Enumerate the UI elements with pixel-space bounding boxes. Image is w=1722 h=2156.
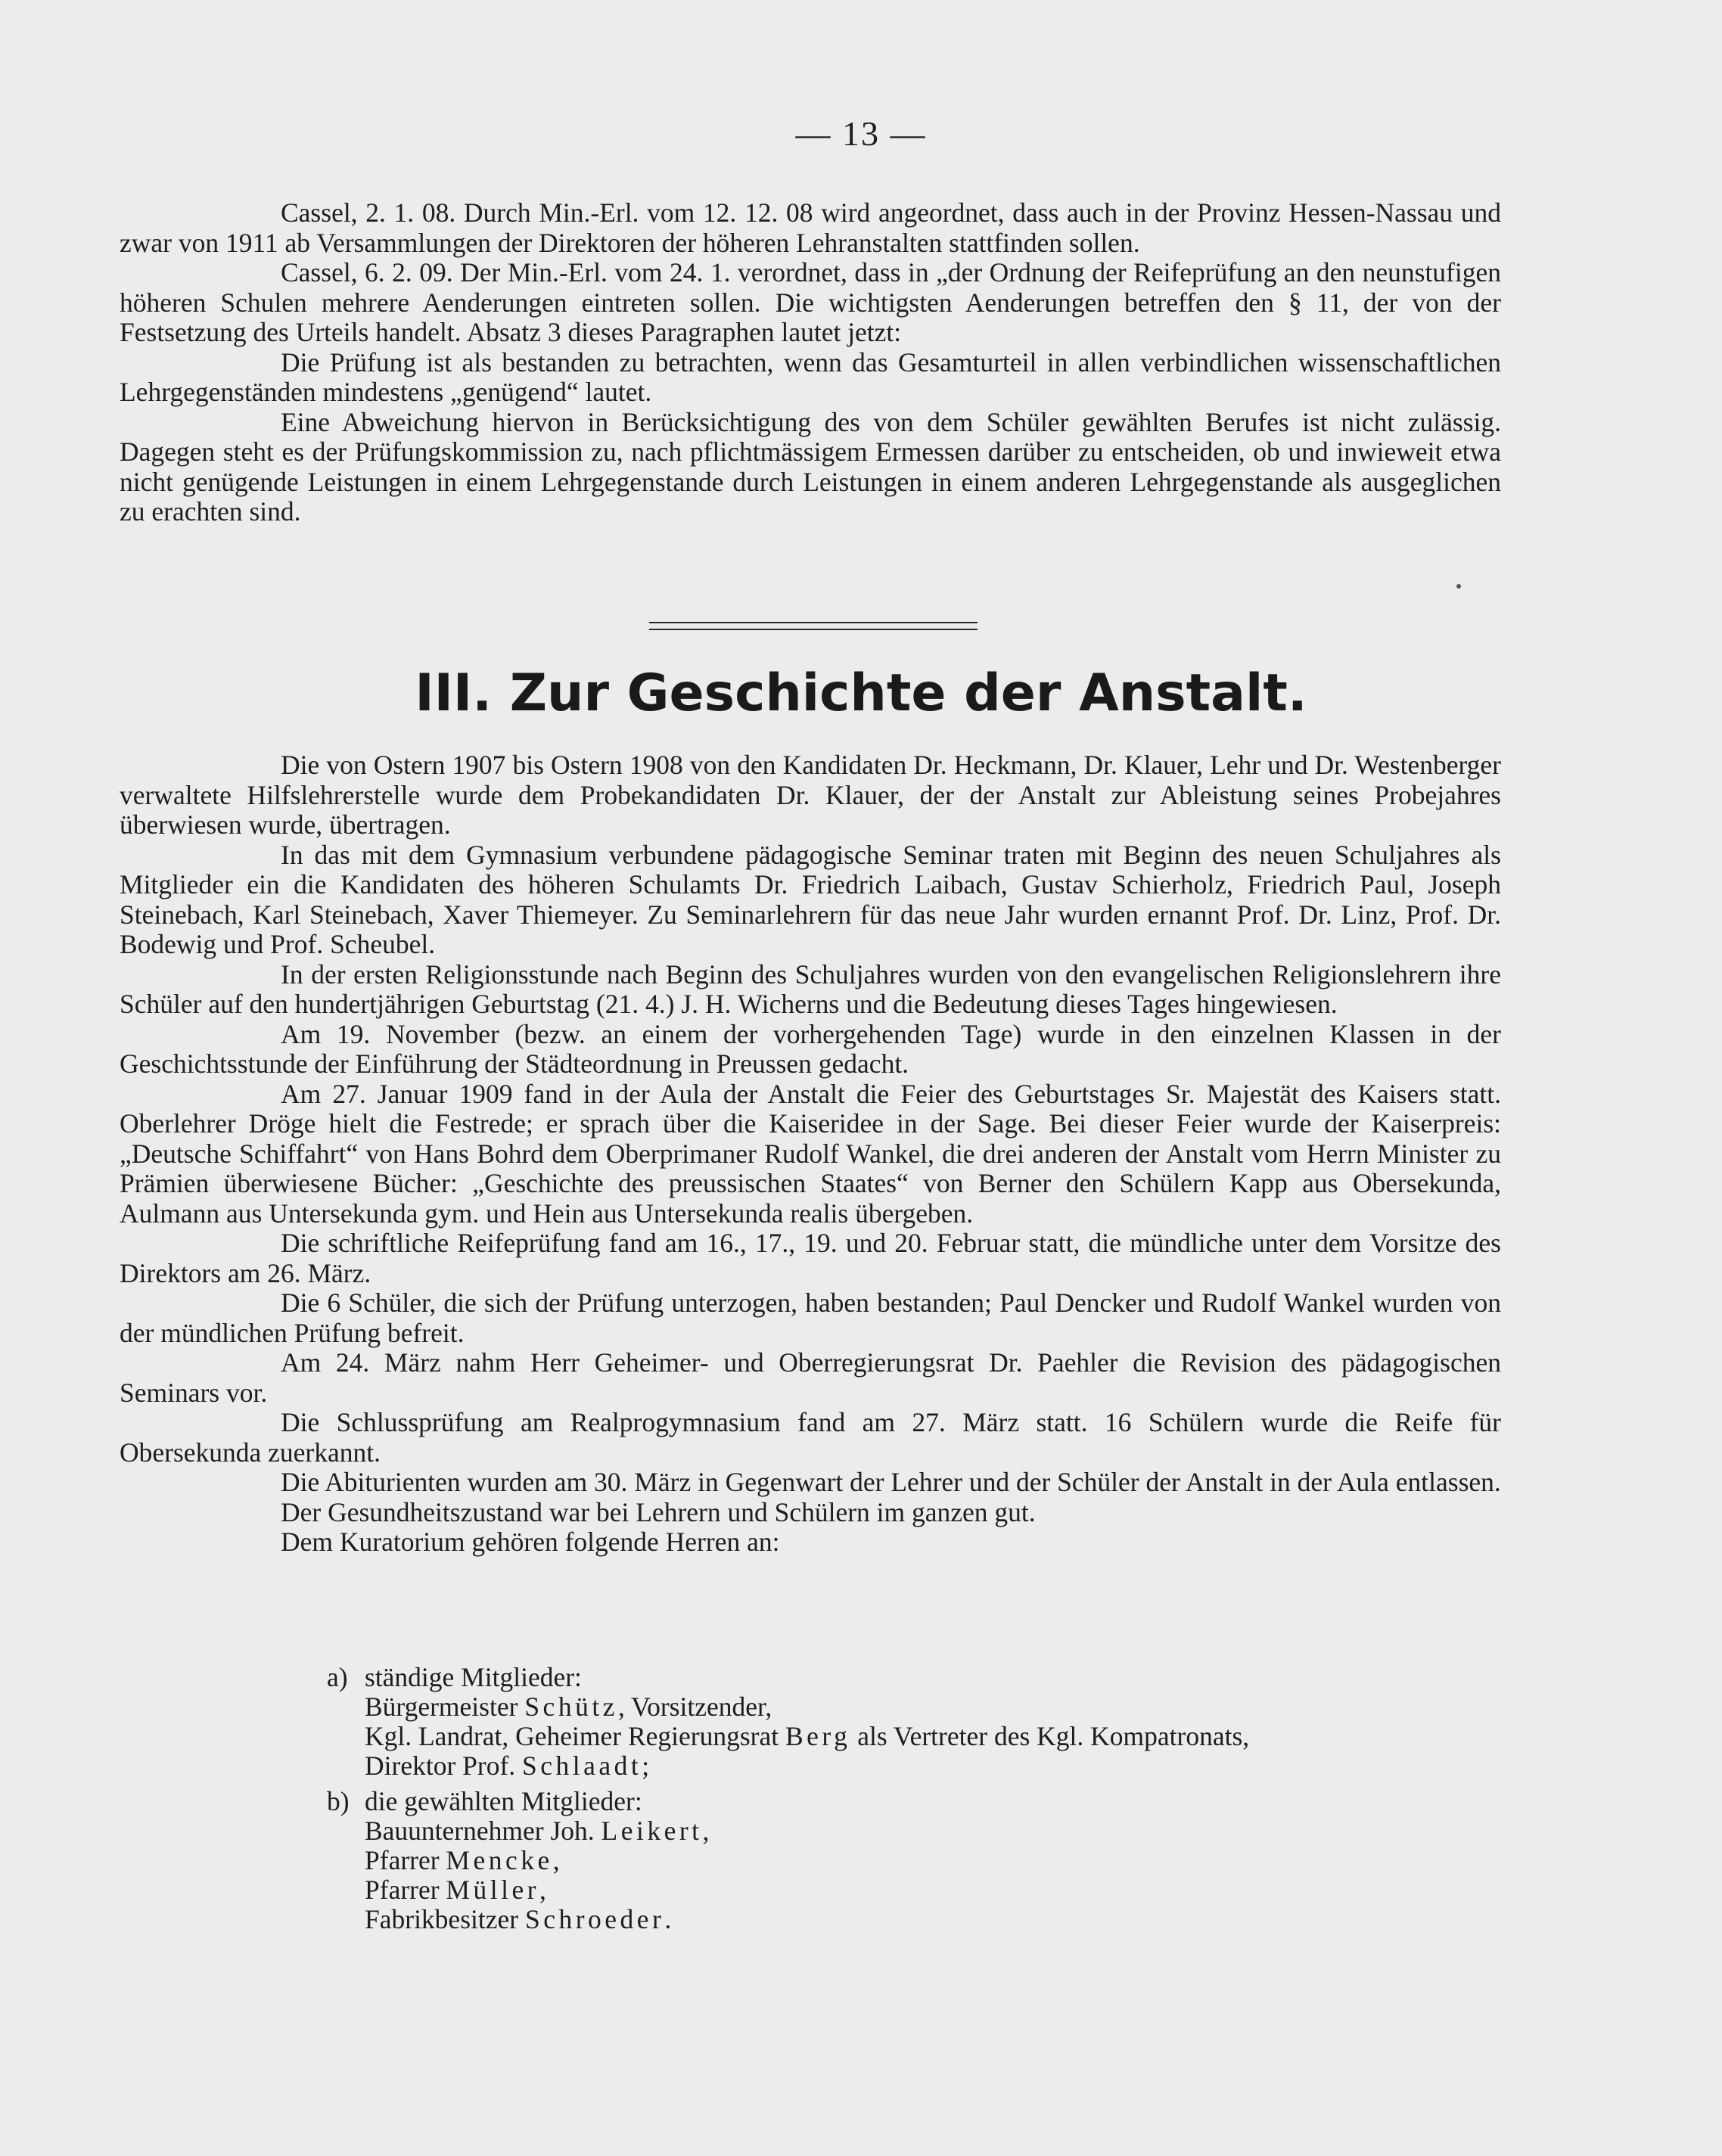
paragraph: Am 24. März nahm Herr Geheimer- und Oberregierungsrat Dr. Paehler die Revision des pädagogischen Seminars vor.: [120, 1347, 1501, 1408]
member-name: Schroeder: [524, 1904, 665, 1934]
paragraph: Cassel, 6. 2. 09. Der Min.-Erl. vom 24. 1. verordnet, dass in „der Ordnung der Reifeprüfung an den neunstufigen höheren Schulen mehrere Aenderungen eintreten sollen. Die wichtigsten Aenderungen betreffen den § 11, der von der Festsetzung des Urteils handelt. Absatz 3 dieses Paragraphen lautet jetzt:: [120, 257, 1501, 347]
member-name: Mencke: [446, 1845, 553, 1875]
member-role: Pfarrer: [365, 1845, 446, 1875]
list-item: [365, 1751, 649, 1782]
member-suffix: .: [664, 1904, 672, 1934]
paragraph: Am 27. Januar 1909 fand in der Aula der Anstalt die Feier des Geburtstages Sr. Majestät des Kaisers statt. Oberlehrer Dröge hielt die Festrede; er sprach über die Kaiseridee in der Sage. Bei dieser Feier wurde der Kaiserpreis: „Deutsche Schiffahrt“ von Hans Bohrd dem Oberprimaner Rudolf Wankel, die drei anderen der Anstalt vom Herrn Minister zu Prämien überwiesene Bücher: „Geschichte des preussischen Staates“ von Berner den Schülern Kapp aus Obersekunda, Aulmann aus Untersekunda gym. und Hein aus Untersekunda realis übergeben.: [120, 1078, 1501, 1229]
member-name: Leikert: [601, 1816, 703, 1846]
paragraph: Die Prüfung ist als bestanden zu betrachten, wenn das Gesamturteil in allen verbindlichen wissenschaftlichen Lehrgegenständen mindestens „genügend“ lautet.: [120, 346, 1501, 407]
member-name: Müller: [446, 1875, 540, 1905]
paragraph: Die schriftliche Reifeprüfung fand am 16., 17., 19. und 20. Februar statt, die mündliche unter dem Vorsitze des Direktors am 26. März.: [120, 1228, 1501, 1288]
list-heading-a: ständige Mitglieder:: [365, 1662, 582, 1692]
member-suffix: , Vorsitzender,: [617, 1692, 772, 1722]
paragraph: Die Abiturienten wurden am 30. März in Gegenwart der Lehrer und der Schüler der Anstalt in der Aula entlassen.: [281, 1467, 1501, 1497]
print-speck: [1456, 584, 1461, 589]
member-suffix: ;: [642, 1751, 650, 1781]
list-item: [365, 1905, 671, 1935]
section-body: [120, 750, 1501, 1558]
member-suffix: ,: [552, 1845, 560, 1875]
paragraph: Die 6 Schüler, die sich der Prüfung unterzogen, haben bestanden; Paul Dencker und Rudolf Wankel wurden von der mündlichen Prüfung befreit.: [120, 1288, 1501, 1348]
list-item: [365, 1816, 709, 1847]
section-divider: [649, 622, 978, 630]
member-role: Direktor Prof.: [365, 1751, 523, 1781]
paragraph: Die von Ostern 1907 bis Ostern 1908 von den Kandidaten Dr. Heckmann, Dr. Klauer, Lehr und Dr. Westenberger verwaltete Hilfslehrerstelle wurde dem Probekandidaten Dr. Klauer, der der Anstalt zur Ableistung seines Probejahres überwiesen wurde, übertragen.: [120, 750, 1501, 840]
member-name: Berg: [785, 1721, 851, 1751]
member-role: Pfarrer: [365, 1875, 446, 1905]
member-suffix: als Vertreter des Kgl. Kompatronats,: [850, 1721, 1250, 1751]
paragraph: Am 19. November (bezw. an einem der vorhergehenden Tage) wurde in den einzelnen Klassen in der Geschichtsstunde der Einführung der Städteordnung in Preussen gedacht.: [120, 1018, 1501, 1079]
member-suffix: ,: [702, 1816, 710, 1846]
member-role: Bauunternehmer Joh.: [365, 1816, 601, 1846]
member-role: Kgl. Landrat, Geheimer Regierungsrat: [365, 1721, 785, 1751]
page-number: — 13 —: [795, 114, 927, 153]
paragraph: Die Schlussprüfung am Realprogymnasium fand am 27. März statt. 16 Schülern wurde die Reife für Obersekunda zuerkannt.: [120, 1407, 1501, 1468]
paragraph: Eine Abweichung hiervon in Berücksichtigung des von dem Schüler gewählten Berufes ist nicht zulässig. Dagegen steht es der Prüfungskommission zu, nach pflichtmässigem Ermessen darüber zu entscheiden, ob und inwieweit etwa nicht genügende Leistungen in einem Lehrgegenstande durch Leistungen in einem anderen Lehrgegenstande als ausgeglichen zu erachten sind.: [120, 406, 1501, 527]
member-role: Bürgermeister: [365, 1692, 525, 1722]
paragraph: In der ersten Religionsstunde nach Beginn des Schuljahres wurden von den evangelischen Religionslehrern ihre Schüler auf den hundertjährigen Geburtstag (21. 4.) J. H. Wicherns und die Bedeutung dieses Tages hingewiesen.: [120, 958, 1501, 1019]
paragraph: Cassel, 2. 1. 08. Durch Min.-Erl. vom 12. 12. 08 wird angeordnet, dass auch in der Provinz Hessen-Nassau und zwar von 1911 ab Versammlungen der Direktoren der höheren Lehranstalten stattfinden sollen.: [120, 197, 1501, 258]
member-name: Schlaadt: [522, 1751, 642, 1781]
member-role: Fabrikbesitzer: [365, 1904, 525, 1934]
section-title: III. Zur Geschichte der Anstalt.: [415, 663, 1307, 723]
list-item: [365, 1722, 1249, 1752]
paragraph: Dem Kuratorium gehören folgende Herren an:: [281, 1527, 780, 1557]
list-item: [365, 1692, 772, 1723]
paragraph: Der Gesundheitszustand war bei Lehrern und Schülern im ganzen gut.: [281, 1496, 1036, 1527]
list-label-b: b): [327, 1786, 350, 1816]
member-name: Schütz: [524, 1692, 618, 1722]
ministerial-decrees: [120, 198, 1501, 527]
list-label-a: a): [327, 1662, 348, 1692]
list-item: [365, 1875, 546, 1906]
paragraph: In das mit dem Gymnasium verbundene pädagogische Seminar traten mit Beginn des neuen Schuljahres als Mitglieder ein die Kandidaten des höheren Schulamts Dr. Friedrich Laibach, Gustav Schierholz, Friedrich Paul, Joseph Steinebach, Karl Steinebach, Xaver Thiemeyer. Zu Seminarlehrern für das neue Jahr wurden ernannt Prof. Dr. Linz, Prof. Dr. Bodewig und Prof. Scheubel.: [120, 839, 1501, 959]
member-suffix: ,: [539, 1875, 546, 1905]
list-heading-b: die gewählten Mitglieder:: [365, 1786, 642, 1816]
list-item: [365, 1846, 560, 1876]
